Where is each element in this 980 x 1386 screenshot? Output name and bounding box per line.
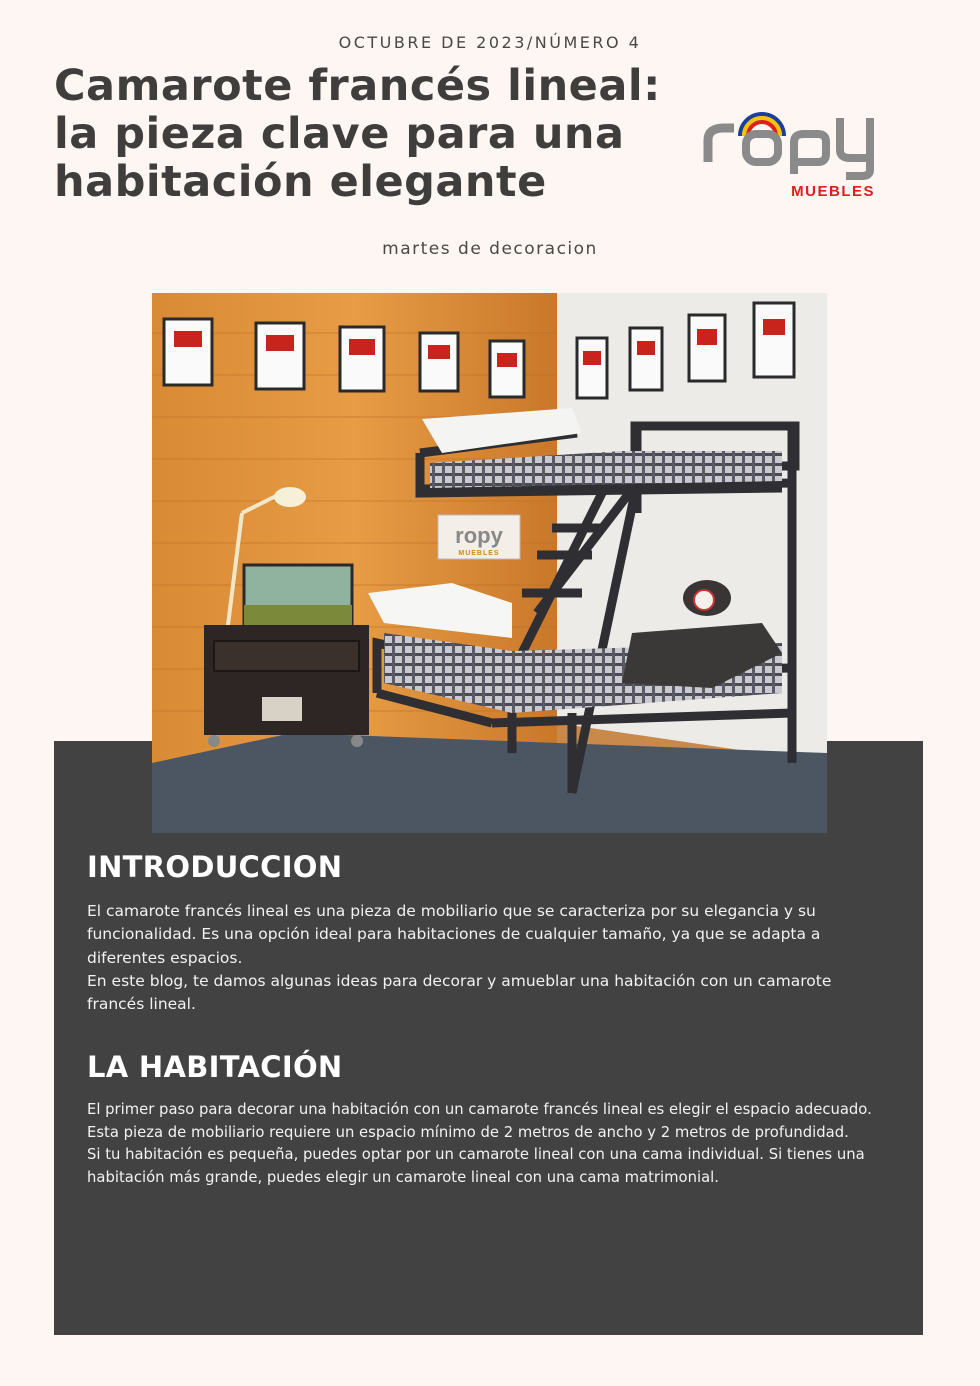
logo-tagline: MUEBLES bbox=[791, 183, 875, 200]
page-title bbox=[54, 62, 694, 206]
room-paragraph-3: Si tu habitación es pequeña, puedes optar por un camarote lineal con una cama individual. Si tienes una habitación más grande, puedes elegir un camarote lineal con una cama matrimonial. bbox=[87, 1146, 865, 1186]
room-paragraph-2: Esta pieza de mobiliario requiere un espacio mínimo de 2 metros de ancho y 2 metros de profundidad. bbox=[87, 1123, 849, 1141]
room-paragraph-1: El primer paso para decorar una habitación con un camarote francés lineal es elegir el espacio adecuado. bbox=[87, 1101, 872, 1118]
section-body-la-habitacion bbox=[87, 1099, 887, 1189]
page-subtitle: martes de decoracion bbox=[382, 239, 598, 259]
title-line-1: Camarote francés lineal: bbox=[54, 61, 661, 111]
intro-paragraph-2: En este blog, te damos algunas ideas para decorar y amueblar una habitación con un camarote francés lineal. bbox=[87, 971, 832, 1014]
ropy-muebles-logo bbox=[700, 112, 885, 202]
title-line-3: habitación elegante bbox=[54, 157, 547, 207]
title-line-2: la pieza clave para una bbox=[54, 109, 625, 159]
section-heading-introduccion: INTRODUCCION bbox=[87, 850, 343, 884]
issue-label: OCTUBRE DE 2023/NÚMERO 4 bbox=[338, 33, 642, 52]
section-heading-la-habitacion: LA HABITACIÓN bbox=[87, 1050, 343, 1084]
bunk-bed-photo bbox=[152, 293, 827, 833]
section-body-introduccion bbox=[87, 900, 877, 1016]
photo-watermark-sub: MUEBLES bbox=[458, 550, 500, 557]
photo-watermark: ropy bbox=[455, 523, 503, 548]
intro-paragraph-1: El camarote francés lineal es una pieza de mobiliario que se caracteriza por su elegancia y su funcionalidad. Es una opción ideal para habitaciones de cualquier tamaño, ya que se adapta a diferentes espacios. bbox=[87, 902, 821, 967]
